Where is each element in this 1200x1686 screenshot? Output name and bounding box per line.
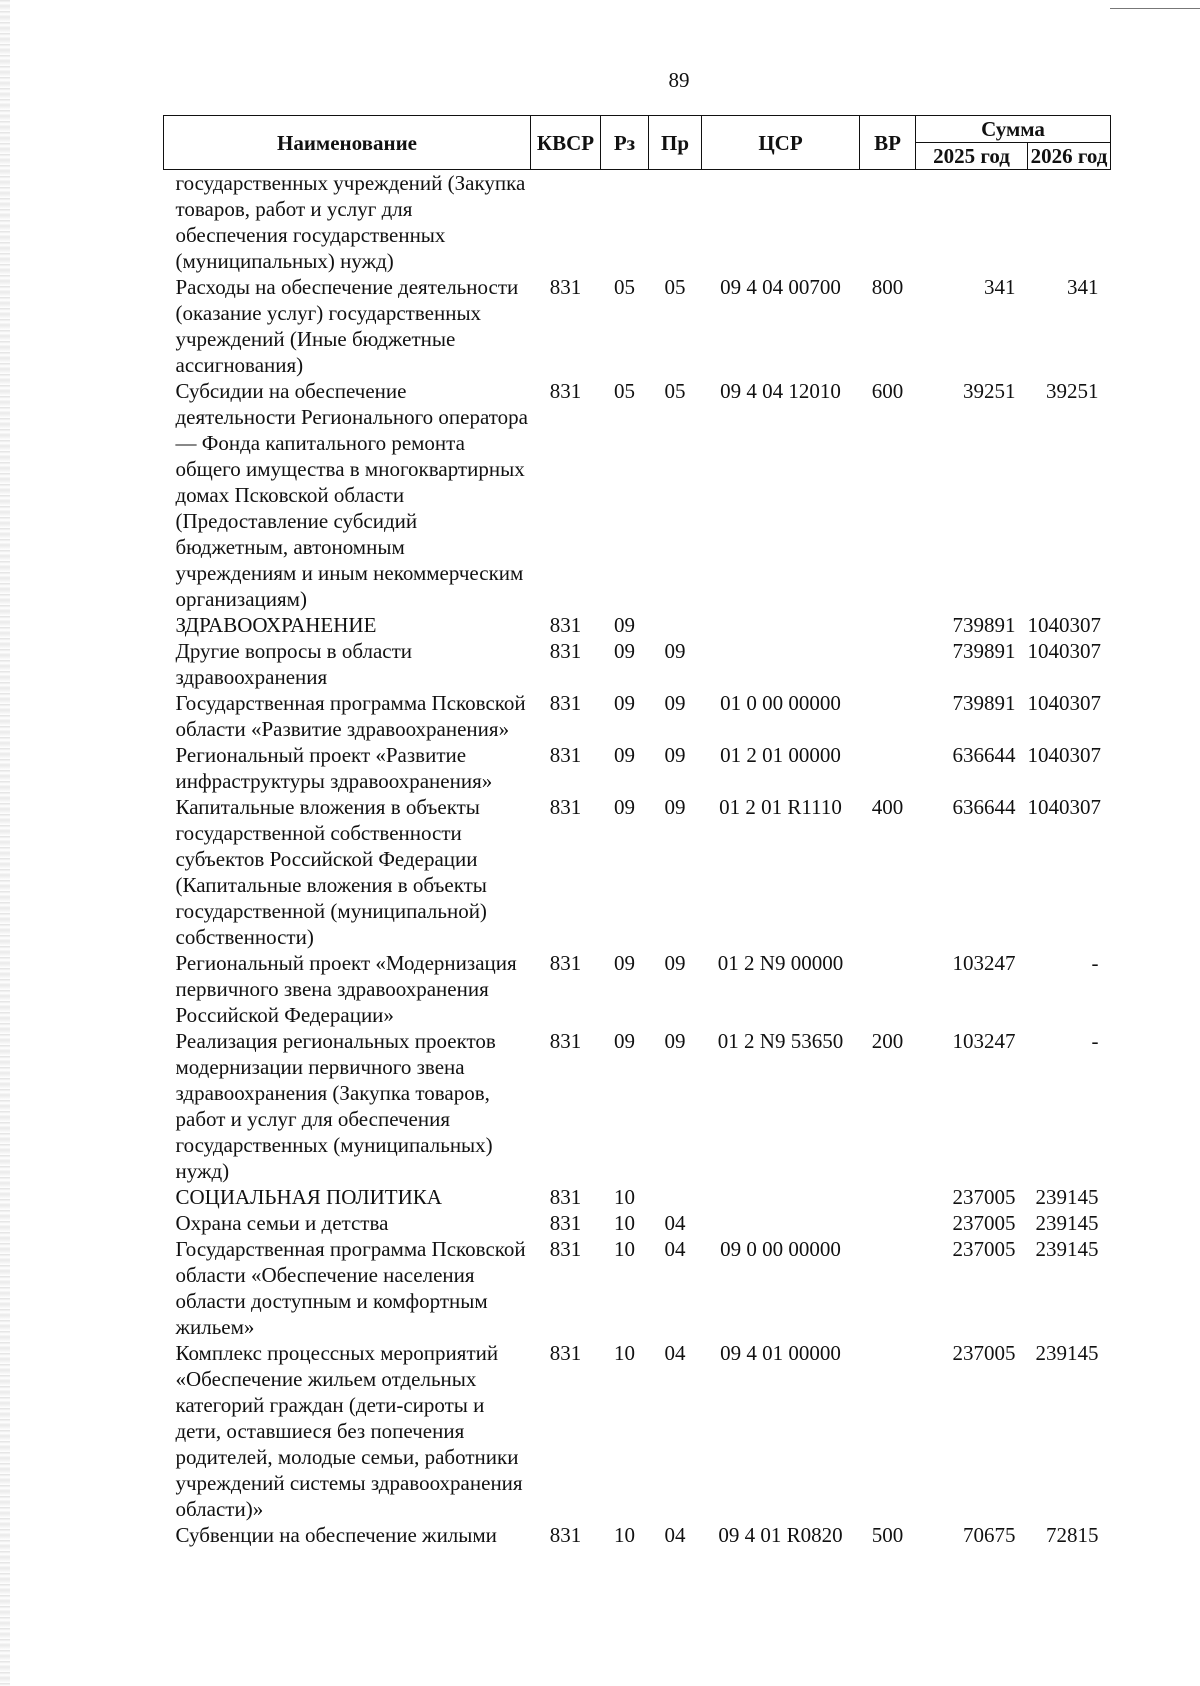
row-sum-2026: 239145 <box>1035 1185 1099 1209</box>
row-csr: 01 0 00 00000 <box>720 691 841 715</box>
row-rz <box>601 170 649 275</box>
row-sum-2025: 237005 <box>952 1341 1016 1365</box>
row-kvsr: 831 <box>549 1029 582 1053</box>
row-name: ЗДРАВООХРАНЕНИЕ <box>175 613 377 637</box>
row-pr: 04 <box>664 1237 686 1261</box>
row-pr: 04 <box>664 1341 686 1365</box>
row-vr: 500 <box>871 1523 904 1547</box>
header-sum: Сумма <box>916 116 1111 143</box>
row-pr: 09 <box>664 639 686 663</box>
table-row <box>164 1236 1111 1340</box>
row-csr: 09 4 04 12010 <box>720 379 841 403</box>
row-rz: 10 <box>614 1341 635 1365</box>
row-kvsr: 831 <box>549 1237 582 1261</box>
row-vr <box>860 950 916 1028</box>
table-row <box>164 742 1111 794</box>
row-kvsr: 831 <box>549 795 582 819</box>
row-name: Другие вопросы в области здравоохранения <box>175 639 413 689</box>
header-kvsr: КВСР <box>531 116 601 170</box>
row-sum-2026: 72815 <box>1046 1523 1099 1547</box>
row-vr: 200 <box>871 1029 904 1053</box>
header-2026: 2026 год <box>1028 143 1111 170</box>
row-rz: 09 <box>614 1029 635 1053</box>
row-name: Субвенции на обеспечение жилыми <box>175 1523 497 1547</box>
header-name: Наименование <box>164 116 531 170</box>
row-sum-2025: 636644 <box>952 795 1016 819</box>
row-sum-2025: 341 <box>984 275 1016 299</box>
row-vr <box>860 742 916 794</box>
row-sum-2026: 1040307 <box>1027 743 1101 767</box>
row-csr: 01 2 N9 53650 <box>717 1029 844 1053</box>
row-rz: 09 <box>614 613 635 637</box>
row-name: Комплекс процессных мероприятий «Обеспечение жильем отдельных категорий граждан (дети-сироты и дети, оставшиеся без попечения родителей, молодые семьи, работники учреждений системы здравоохранения области)» <box>175 1341 523 1521</box>
row-sum-2026: 341 <box>1067 275 1099 299</box>
row-name: СОЦИАЛЬНАЯ ПОЛИТИКА <box>175 1185 442 1209</box>
row-vr <box>860 170 916 275</box>
row-name: Расходы на обеспечение деятельности (оказание услуг) государственных учреждений (Иные бюджетные ассигнования) <box>175 275 519 377</box>
row-rz: 10 <box>614 1211 635 1235</box>
row-csr: 01 2 N9 00000 <box>717 951 844 975</box>
row-csr: 01 2 01 R1110 <box>719 795 842 819</box>
table-row <box>164 274 1111 378</box>
row-kvsr: 831 <box>549 691 582 715</box>
page-number: 89 <box>668 68 690 92</box>
row-kvsr: 831 <box>549 743 582 767</box>
row-kvsr: 831 <box>549 639 582 663</box>
row-name: Региональный проект «Развитие инфраструктуры здравоохранения» <box>175 743 493 793</box>
row-pr <box>649 1184 702 1210</box>
row-sum-2026: 1040307 <box>1027 691 1101 715</box>
row-csr <box>702 1184 860 1210</box>
table-row <box>164 638 1111 690</box>
row-sum-2025: 103247 <box>952 1029 1016 1053</box>
row-sum-2026: 1040307 <box>1027 613 1101 637</box>
table-row <box>164 378 1111 612</box>
row-name: Субсидии на обеспечение деятельности Регионального оператора — Фонда капитального ремонта общего имущества в многоквартирных домах Псковской области (Предоставление субсидий бюджетным, автономным учреждениям и иным некоммерческим организациям) <box>175 379 528 611</box>
row-pr: 05 <box>664 379 686 403</box>
row-pr <box>649 170 702 275</box>
row-sum-2025 <box>916 170 1028 275</box>
row-sum-2026: 39251 <box>1046 379 1099 403</box>
row-vr: 600 <box>871 379 904 403</box>
row-pr: 05 <box>664 275 686 299</box>
row-rz: 10 <box>614 1523 635 1547</box>
table-row <box>164 1522 1111 1548</box>
row-kvsr: 831 <box>549 951 582 975</box>
table-header <box>164 116 1111 170</box>
row-pr: 09 <box>664 743 686 767</box>
row-name: Реализация региональных проектов модернизации первичного звена здравоохранения (Закупка товаров, работ и услуг для обеспечения государственных (муниципальных) нужд) <box>175 1029 496 1183</box>
row-csr <box>702 638 860 690</box>
row-csr: 01 2 01 00000 <box>720 743 841 767</box>
row-csr: 09 4 01 00000 <box>720 1341 841 1365</box>
row-sum-2026: 239145 <box>1035 1237 1099 1261</box>
row-rz: 05 <box>614 379 635 403</box>
row-csr <box>702 170 860 275</box>
header-csr: ЦСР <box>702 116 860 170</box>
row-vr <box>860 1236 916 1340</box>
row-sum-2026: - <box>1091 1029 1099 1053</box>
table-row <box>164 612 1111 638</box>
table-row <box>164 794 1111 950</box>
row-sum-2025: 237005 <box>952 1185 1016 1209</box>
row-csr: 09 0 00 00000 <box>720 1237 841 1261</box>
header-pr: Пр <box>649 116 702 170</box>
row-sum-2026: 239145 <box>1035 1341 1099 1365</box>
row-pr: 09 <box>664 951 686 975</box>
row-csr: 09 4 04 00700 <box>720 275 841 299</box>
row-sum-2025: 636644 <box>952 743 1016 767</box>
row-pr: 04 <box>664 1523 686 1547</box>
row-rz: 10 <box>614 1237 635 1261</box>
row-vr: 400 <box>871 795 904 819</box>
header-2025: 2025 год <box>916 143 1028 170</box>
row-sum-2025: 739891 <box>952 691 1016 715</box>
row-vr <box>860 612 916 638</box>
row-sum-2025: 739891 <box>952 639 1016 663</box>
row-sum-2026: 1040307 <box>1027 639 1101 663</box>
row-vr: 800 <box>871 275 904 299</box>
row-name: Охрана семьи и детства <box>175 1211 389 1235</box>
table-body <box>164 170 1111 1549</box>
row-sum-2025: 237005 <box>952 1237 1016 1261</box>
row-name: Капитальные вложения в объекты государственной собственности субъектов Российской Федерации (Капитальные вложения в объекты государственной (муниципальной) собственности) <box>175 795 487 949</box>
row-kvsr: 831 <box>549 1523 582 1547</box>
row-kvsr: 831 <box>549 1341 582 1365</box>
row-sum-2026: 1040307 <box>1027 795 1101 819</box>
row-pr: 09 <box>664 1029 686 1053</box>
row-vr <box>860 638 916 690</box>
row-kvsr: 831 <box>549 1211 582 1235</box>
row-kvsr: 831 <box>549 275 582 299</box>
row-kvsr <box>531 170 601 275</box>
row-sum-2026: 239145 <box>1035 1211 1099 1235</box>
table-row <box>164 170 1111 275</box>
row-sum-2025: 237005 <box>952 1211 1016 1235</box>
row-csr <box>702 612 860 638</box>
row-csr: 09 4 01 R0820 <box>718 1523 843 1547</box>
row-vr <box>860 690 916 742</box>
row-sum-2025: 103247 <box>952 951 1016 975</box>
row-rz: 09 <box>614 639 635 663</box>
row-sum-2025: 739891 <box>952 613 1016 637</box>
row-rz: 09 <box>614 795 635 819</box>
scan-edge <box>0 0 10 1686</box>
row-name: Региональный проект «Модернизация первичного звена здравоохранения Российской Федерации» <box>175 951 517 1027</box>
row-rz: 10 <box>614 1185 635 1209</box>
row-vr <box>860 1210 916 1236</box>
row-pr: 09 <box>664 795 686 819</box>
row-rz: 05 <box>614 275 635 299</box>
row-rz: 09 <box>614 951 635 975</box>
row-sum-2025: 70675 <box>963 1523 1016 1547</box>
table-row <box>164 1340 1111 1522</box>
table-row <box>164 950 1111 1028</box>
row-vr <box>860 1340 916 1522</box>
row-name: Государственная программа Псковской области «Развитие здравоохранения» <box>175 691 526 741</box>
row-sum-2025: 39251 <box>963 379 1016 403</box>
row-kvsr: 831 <box>549 379 582 403</box>
row-pr: 09 <box>664 691 686 715</box>
header-rz: Рз <box>601 116 649 170</box>
table-row <box>164 690 1111 742</box>
budget-table <box>163 115 1111 1548</box>
row-pr <box>649 612 702 638</box>
table-row <box>164 1210 1111 1236</box>
row-kvsr: 831 <box>549 1185 582 1209</box>
row-name: Государственная программа Псковской области «Обеспечение населения области доступным и комфортным жильем» <box>175 1237 526 1339</box>
row-name: государственных учреждений (Закупка товаров, работ и услуг для обеспечения государственных (муниципальных) нужд) <box>175 171 526 273</box>
row-rz: 09 <box>614 743 635 767</box>
table-row <box>164 1028 1111 1184</box>
row-csr <box>702 1210 860 1236</box>
row-pr: 04 <box>664 1211 686 1235</box>
row-sum-2026 <box>1028 170 1111 275</box>
row-kvsr: 831 <box>549 613 582 637</box>
top-rule <box>1110 8 1200 9</box>
table-row <box>164 1184 1111 1210</box>
header-vr: ВР <box>860 116 916 170</box>
row-sum-2026: - <box>1091 951 1099 975</box>
row-vr <box>860 1184 916 1210</box>
row-rz: 09 <box>614 691 635 715</box>
